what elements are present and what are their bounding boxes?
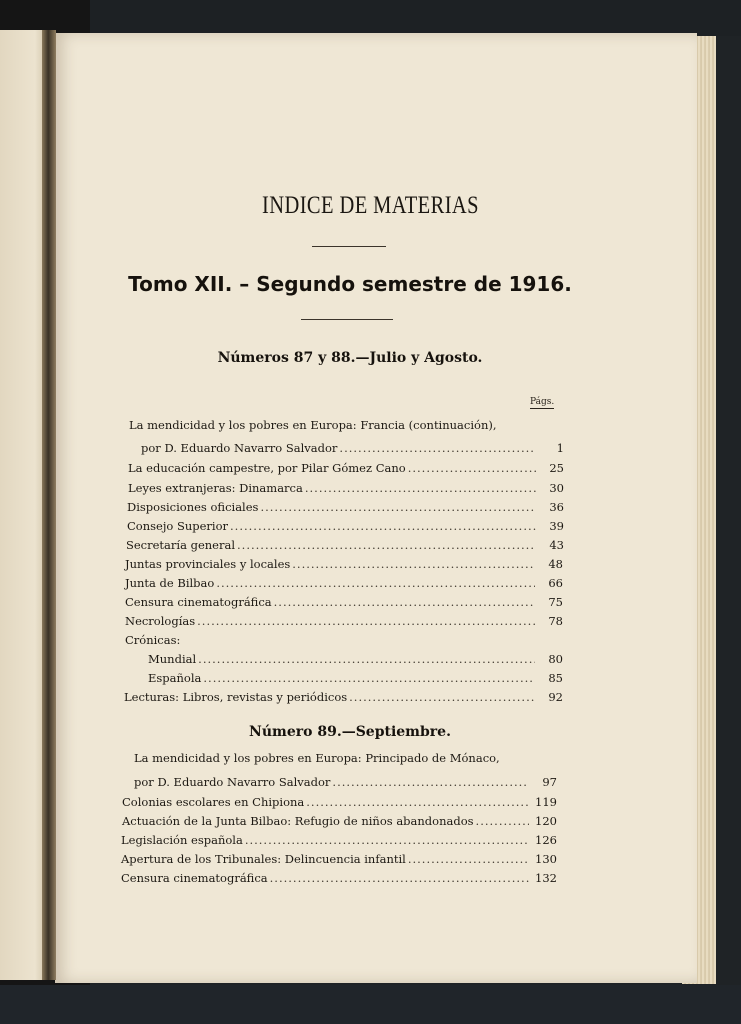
leader-dots	[408, 461, 536, 475]
entry-title: Colonias escolares en Chipiona	[122, 795, 305, 809]
list-item	[127, 519, 564, 533]
entry-title: Lecturas: Libros, revistas y periódicos	[124, 690, 348, 704]
entry-title: Legislación española	[121, 833, 243, 847]
entry-title: Leyes extranjeras: Dinamarca	[128, 481, 303, 495]
book-gutter	[42, 30, 56, 980]
entry-page: 126	[535, 833, 557, 847]
section-heading-89: Número 89.—Septiembre.	[249, 724, 451, 740]
leader-dots	[274, 595, 535, 609]
list-item	[124, 690, 563, 704]
list-item	[125, 595, 563, 609]
leader-dots	[408, 852, 529, 866]
list-item	[125, 576, 563, 590]
leader-dots	[339, 441, 536, 455]
entry-page: 43	[549, 538, 564, 552]
entry-page: 48	[548, 557, 563, 571]
entry-title: Actuación de la Junta Bilbao: Refugio de niños abandonados	[122, 814, 474, 828]
entry-title: por D. Eduardo Navarro Salvador	[134, 775, 331, 789]
list-item	[127, 500, 564, 514]
entry-page: 130	[535, 852, 557, 866]
entry-title: Apertura de los Tribunales: Delincuencia infantil	[121, 852, 406, 866]
volume-heading: Tomo XII. – Segundo semestre de 1916.	[128, 272, 572, 296]
list-item	[141, 441, 564, 455]
list-item	[122, 795, 557, 809]
entry-title: Consejo Superior	[127, 519, 229, 533]
leader-dots	[306, 795, 529, 809]
entry-page: 75	[548, 595, 563, 609]
list-item	[148, 652, 563, 666]
entry-page: 1	[556, 441, 564, 455]
entry-page: 120	[535, 814, 557, 828]
entry-first-line: La mendicidad y los pobres en Europa: Francia (continuación),	[129, 418, 497, 432]
leader-dots	[245, 833, 529, 847]
leader-dots	[260, 500, 536, 514]
entry-page: 78	[548, 614, 563, 628]
list-item	[134, 775, 557, 789]
entry-page: 85	[548, 671, 563, 685]
cronicas-subheading: Crónicas:	[125, 633, 181, 647]
leader-dots	[270, 871, 529, 885]
entry-page: 25	[549, 461, 564, 475]
entry-page: 132	[535, 871, 557, 885]
entry-page: 66	[548, 576, 563, 590]
leader-dots	[237, 538, 536, 552]
entry-page: 39	[549, 519, 564, 533]
leader-dots	[349, 690, 535, 704]
leader-dots	[197, 614, 535, 628]
entry-title: Disposiciones oficiales	[127, 500, 259, 514]
leader-dots	[292, 557, 535, 571]
entry-title: Censura cinematográfica	[121, 871, 268, 885]
list-item	[125, 614, 563, 628]
entry-page: 92	[548, 690, 563, 704]
list-item	[121, 871, 557, 885]
entry-page: 80	[548, 652, 563, 666]
entry-title: Española	[148, 671, 202, 685]
list-item	[126, 538, 564, 552]
entry-page: 119	[535, 795, 557, 809]
list-item	[121, 852, 557, 866]
entry-title: Secretaría general	[126, 538, 236, 552]
leader-dots	[203, 671, 535, 685]
entry-title: Junta de Bilbao	[125, 576, 215, 590]
entry-title: por D. Eduardo Navarro Salvador	[141, 441, 338, 455]
list-item	[125, 557, 563, 571]
leader-dots	[332, 775, 529, 789]
pages-column-label: Págs.	[530, 397, 555, 407]
leader-dots	[476, 814, 529, 828]
leader-dots	[216, 576, 535, 590]
list-item	[128, 461, 564, 475]
leader-dots	[198, 652, 535, 666]
entry-page: 36	[549, 500, 564, 514]
scan-background-bottom	[0, 985, 741, 1024]
title-divider	[312, 246, 386, 247]
entry-title: Censura cinematográfica	[125, 595, 272, 609]
index-title: INDICE DE MATERIAS	[262, 192, 479, 219]
scan-background-top	[0, 0, 741, 36]
list-item	[148, 671, 563, 685]
section-heading-87-88: Números 87 y 88.—Julio y Agosto.	[217, 350, 483, 366]
leader-dots	[230, 519, 536, 533]
entry-title: Mundial	[148, 652, 197, 666]
entry-title: Juntas provinciales y locales	[125, 557, 291, 571]
entry-first-line: La mendicidad y los pobres en Europa: Principado de Mónaco,	[134, 751, 500, 765]
list-item	[128, 481, 564, 495]
entry-title: La educación campestre, por Pilar Gómez Cano	[128, 461, 406, 475]
entry-page: 30	[549, 481, 564, 495]
entry-title: Necrologías	[125, 614, 196, 628]
volume-divider	[301, 319, 393, 320]
list-item	[122, 814, 557, 828]
leader-dots	[305, 481, 536, 495]
list-item	[121, 833, 557, 847]
entry-page: 97	[542, 775, 557, 789]
